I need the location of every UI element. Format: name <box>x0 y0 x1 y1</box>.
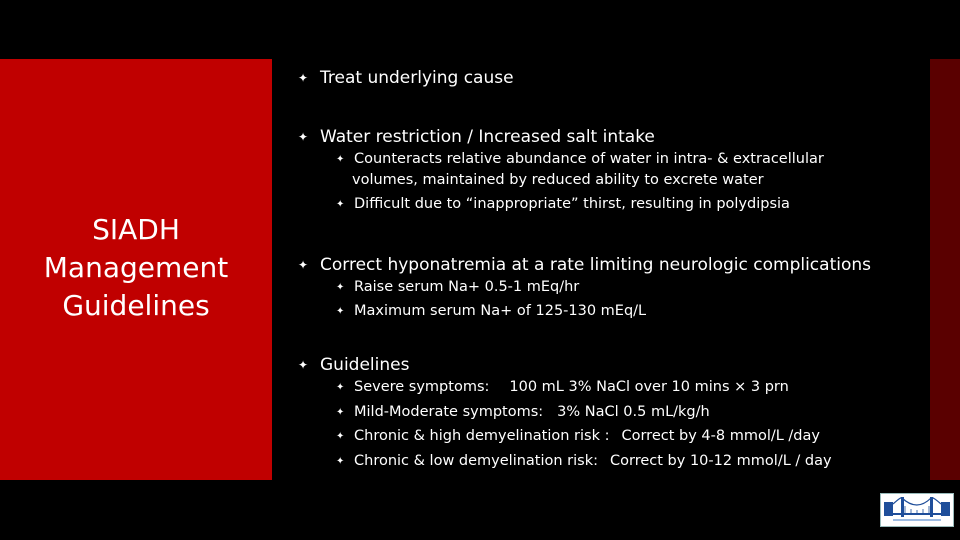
sub-bullet-chronic-low: ✦ Chronic & low demyelination risk: Correct by 10-12 mmol/L / day <box>336 453 832 469</box>
bullet-icon: ✦ <box>336 306 345 317</box>
sub-bullet-counteracts: ✦ Counteracts relative abundance of water in intra- & extracellular <box>336 151 824 167</box>
bullet-icon: ✦ <box>298 258 309 272</box>
bullet-icon: ✦ <box>298 358 309 372</box>
bullet-icon: ✦ <box>298 130 309 144</box>
right-accent-bar <box>930 59 960 480</box>
bullet-icon: ✦ <box>336 154 345 165</box>
sub-bullet-max-na: ✦ Maximum serum Na+ of 125-130 mEq/L <box>336 303 647 319</box>
bullet-icon: ✦ <box>336 456 345 467</box>
sub-bullet-counteracts-cont: volumes, maintained by reduced ability to excrete water <box>352 172 764 188</box>
bullet-icon: ✦ <box>298 71 309 85</box>
bullet-icon: ✦ <box>336 407 345 418</box>
slide-title <box>0 211 272 325</box>
sub-bullet-raise-na: ✦ Raise serum Na+ 0.5-1 mEq/hr <box>336 279 580 295</box>
title-line-1: SIADH <box>92 213 180 246</box>
bullet-treat-cause: ✦ Treat underlying cause <box>298 68 514 88</box>
sub-bullet-chronic-high: ✦ Chronic & high demyelination risk : Correct by 4-8 mmol/L /day <box>336 428 820 444</box>
bullet-guidelines: ✦ Guidelines <box>298 355 410 375</box>
bullet-icon: ✦ <box>336 382 345 393</box>
sub-bullet-thirst: ✦ Difficult due to “inappropriate” thirst, resulting in polydipsia <box>336 196 790 212</box>
bullet-icon: ✦ <box>336 431 345 442</box>
sub-bullet-mild-moderate: ✦ Mild-Moderate symptoms: 3% NaCl 0.5 mL/kg/h <box>336 404 710 420</box>
sub-bullet-severe: ✦ Severe symptoms: 100 mL 3% NaCl over 10 mins × 3 prn <box>336 379 789 395</box>
title-line-3: Guidelines <box>62 289 210 322</box>
bridge-logo-icon <box>880 493 954 527</box>
bridge-logo-graphic <box>881 494 953 526</box>
bullet-icon: ✦ <box>336 199 345 210</box>
bullet-correct-hyponatremia: ✦ Correct hyponatremia at a rate limiting neurologic complications <box>298 255 871 275</box>
bullet-water-restriction: ✦ Water restriction / Increased salt intake <box>298 127 655 147</box>
title-line-2: Management <box>43 251 229 284</box>
bullet-icon: ✦ <box>336 282 345 293</box>
